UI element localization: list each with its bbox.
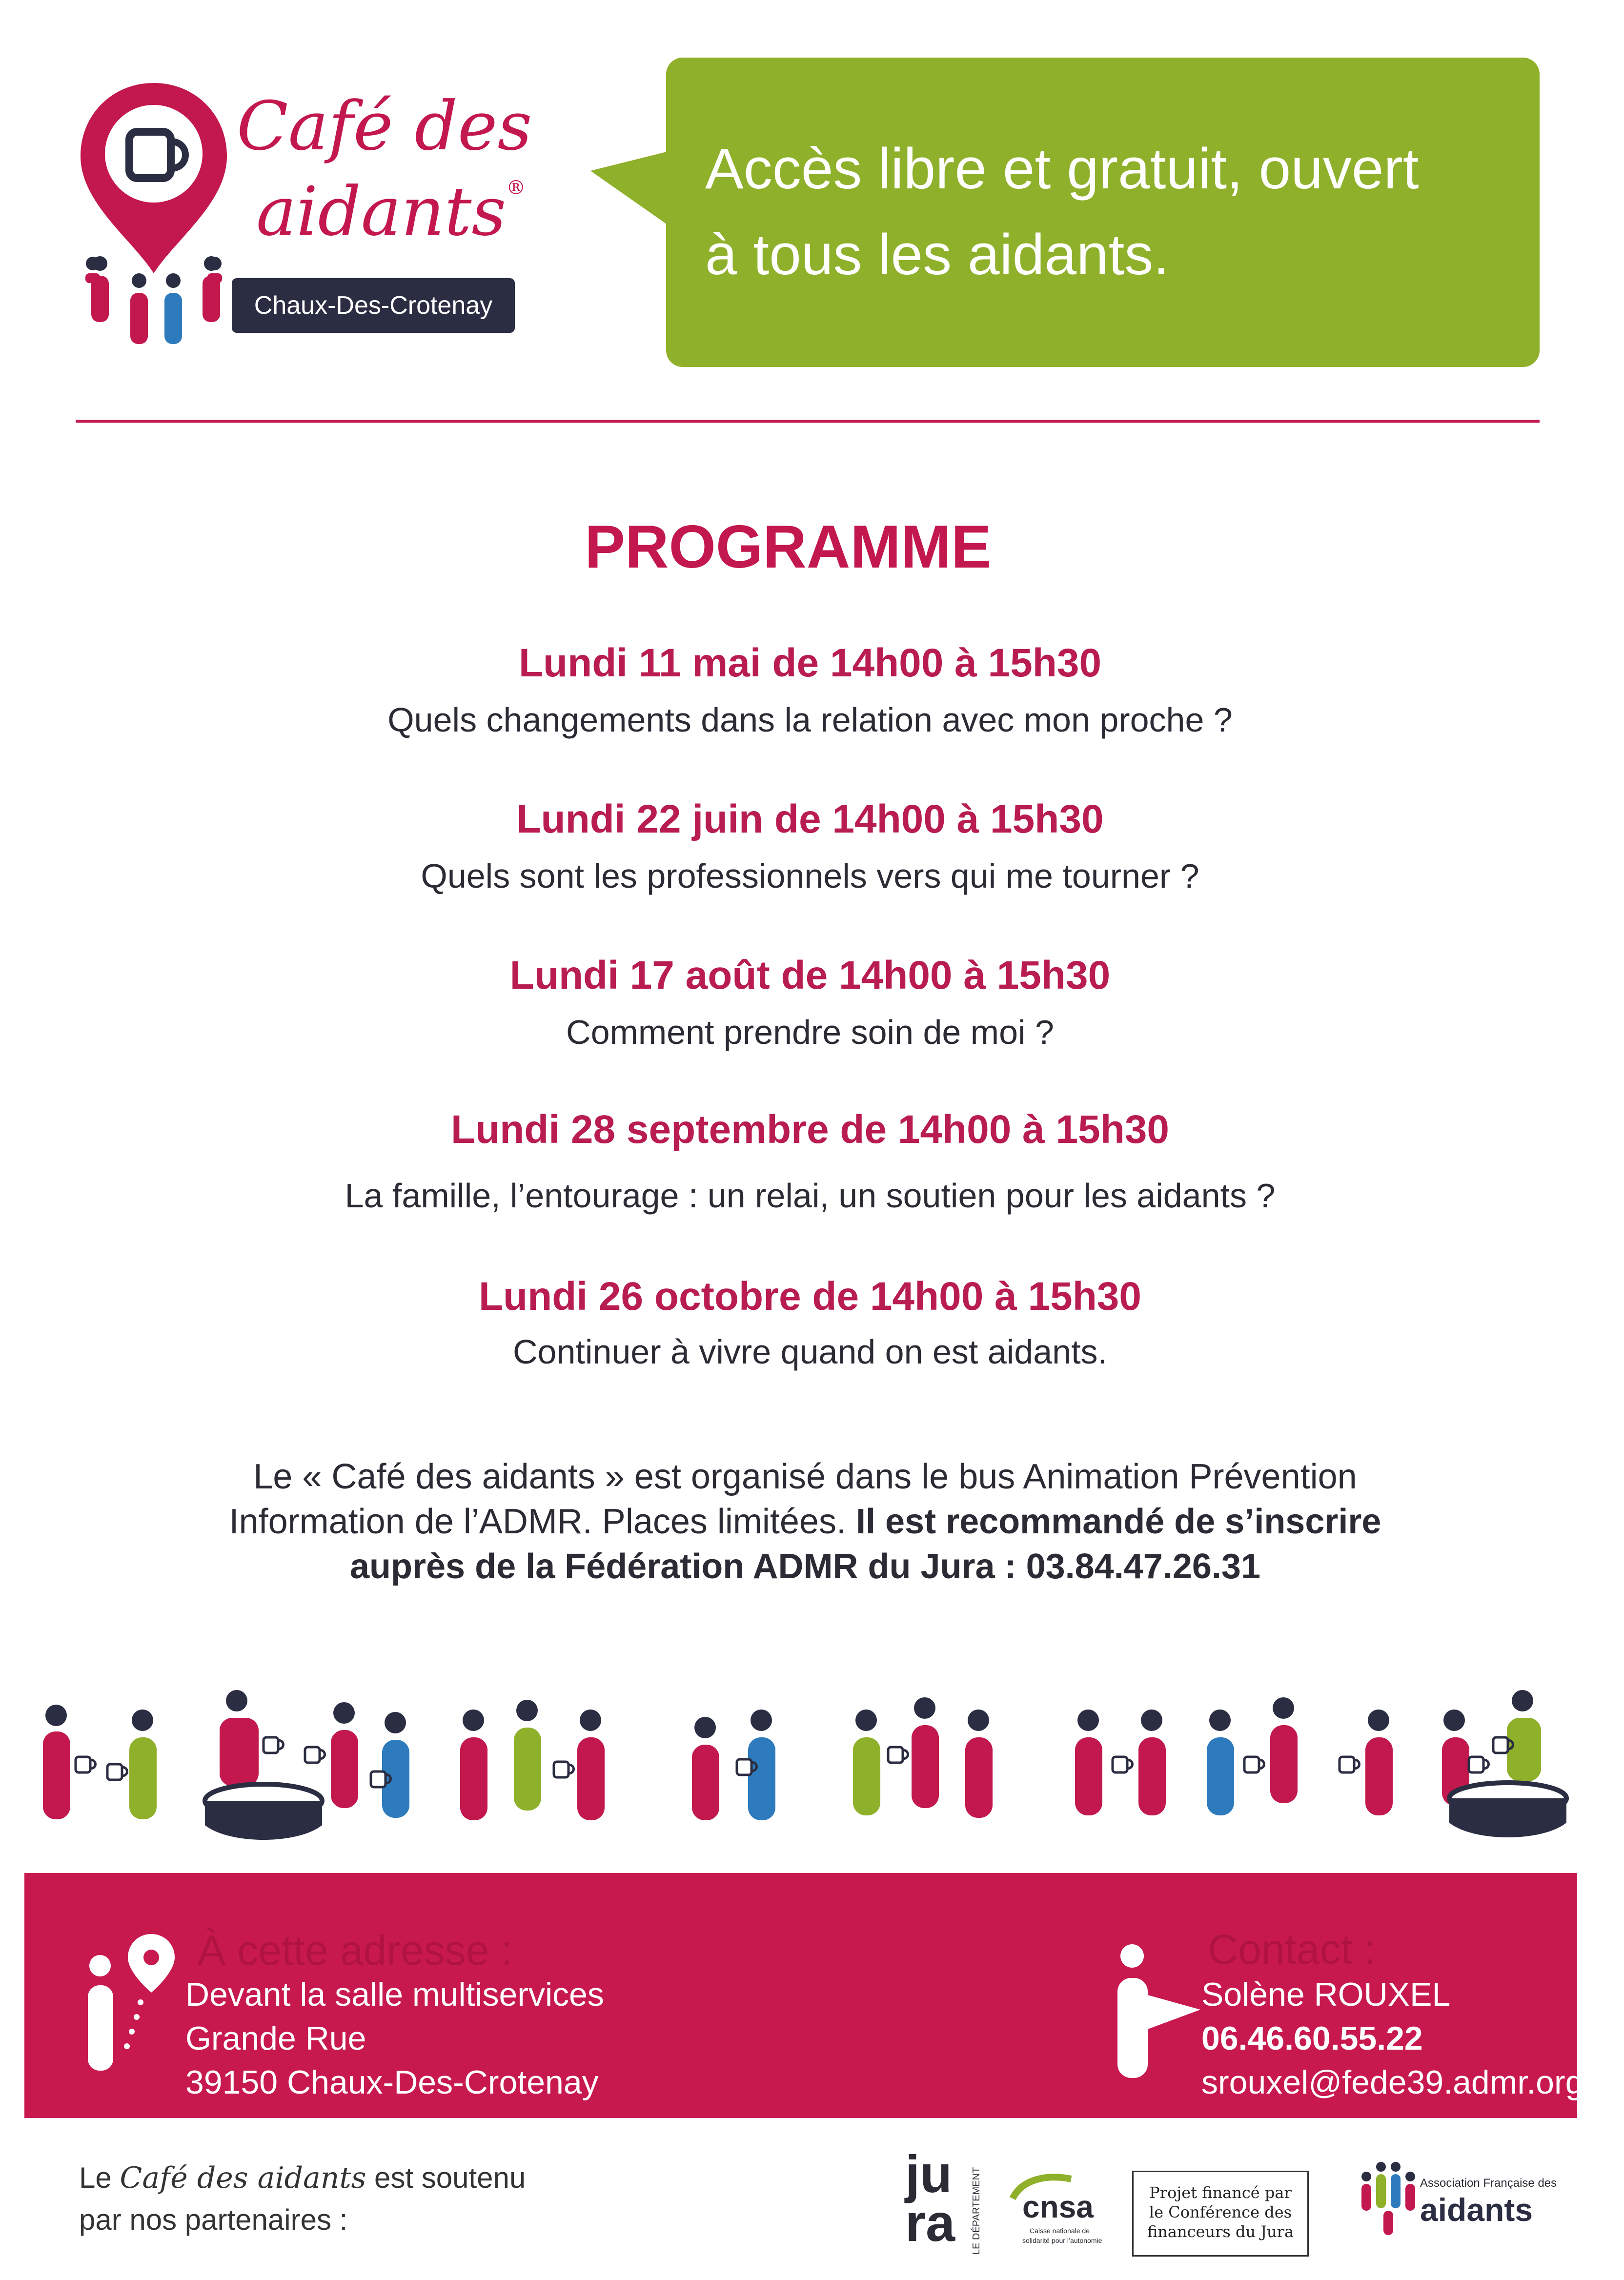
- brand-name-line2: aidants®: [256, 172, 526, 251]
- people-illustration: [34, 1679, 1591, 1854]
- event-2-topic: Quels sont les professionnels vers qui me tourner ?: [421, 857, 1199, 895]
- event-2-date: Lundi 22 juin de 14h00 à 15h30: [516, 797, 1104, 841]
- event-4-topic: La famille, l’entourage : un relai, un soutien pour les aidants ?: [345, 1177, 1276, 1215]
- jura-side-text: LE DÉPARTEMENT: [971, 2167, 982, 2255]
- afa-people-icon: [1357, 2162, 1420, 2240]
- cnsa-name: cnsa: [1022, 2189, 1094, 2224]
- event-4-date: Lundi 28 septembre de 14h00 à 15h30: [450, 1107, 1170, 1152]
- logo-people-icon: [85, 254, 232, 351]
- projet-line1: Projet financé par: [1149, 2183, 1292, 2202]
- registered-mark: ®: [506, 177, 526, 199]
- event-1-date: Lundi 11 mai de 14h00 à 15h30: [518, 641, 1102, 685]
- contact-email[interactable]: srouxel@fede39.admr.org: [1201, 2064, 1584, 2101]
- brand-name-line1: Café des: [237, 87, 532, 165]
- contact-title: Contact :: [1208, 1926, 1376, 1973]
- header-divider: [76, 420, 1540, 423]
- contact-name: Solène ROUXEL: [1201, 1976, 1451, 2013]
- cnsa-logo: [1003, 2169, 1120, 2252]
- jura-line2: ra: [905, 2193, 955, 2252]
- afa-top-text: Association Française des: [1420, 2177, 1557, 2190]
- jura-logo: [905, 2144, 988, 2262]
- access-text-line2: à tous les aidants.: [705, 223, 1170, 287]
- address-line3: 39150 Chaux-Des-Crotenay: [185, 2064, 599, 2101]
- support-line2: par nos partenaires :: [79, 2203, 348, 2236]
- registration-note: [0, 1454, 1610, 1589]
- event-5-date: Lundi 26 octobre de 14h00 à 15h30: [478, 1274, 1142, 1319]
- program-title: PROGRAMME: [585, 513, 992, 581]
- event-3-topic: Comment prendre soin de moi ?: [566, 1013, 1054, 1051]
- projet-line2: le Conférence des: [1149, 2203, 1292, 2221]
- note-line3: auprès de la Fédération ADMR du Jura : 03.84.47.26.31: [349, 1547, 1261, 1586]
- cnsa-sub1: Caisse nationale de: [1030, 2227, 1090, 2235]
- cnsa-sub2: solidarité pour l’autonomie: [1022, 2237, 1102, 2244]
- note-line2: Information de l’ADMR. Places limitées. Il est recommandé de s’inscrire: [229, 1502, 1381, 1541]
- afa-logo: [1357, 2157, 1562, 2245]
- projet-line3: financeurs du Jura: [1147, 2222, 1294, 2241]
- info-band: [24, 1873, 1584, 2118]
- support-text: [79, 2157, 526, 2241]
- access-bubble: [666, 58, 1540, 367]
- address-line1: Devant la salle multiservices: [185, 1976, 604, 2013]
- location-badge: Chaux-Des-Crotenay: [232, 278, 515, 333]
- projet-finance-box: [1132, 2171, 1309, 2257]
- support-line1: Le Café des aidants est soutenu: [79, 2161, 526, 2195]
- note-line2-bold: Il est recommandé de s’inscrire: [855, 1502, 1381, 1541]
- support-italic: Café des aidants: [120, 2161, 366, 2195]
- access-text-line1: Accès libre et gratuit, ouvert: [705, 137, 1419, 201]
- event-1-topic: Quels changements dans la relation avec mon proche ?: [387, 701, 1233, 739]
- coffee-pin-icon: [73, 78, 234, 283]
- cafe-des-aidants-logo: [73, 78, 532, 351]
- contact-phone[interactable]: 06.46.60.55.22: [1201, 2020, 1423, 2057]
- event-3-date: Lundi 17 août de 14h00 à 15h30: [509, 953, 1111, 998]
- location-person-icon: [83, 1929, 176, 2076]
- contact-person-icon: [1103, 1936, 1210, 2083]
- access-text: [705, 126, 1525, 298]
- jura-line1: ju: [905, 2144, 952, 2203]
- note-line1: Le « Café des aidants » est organisé dans le bus Animation Prévention: [253, 1457, 1357, 1496]
- event-5-topic: Continuer à vivre quand on est aidants.: [513, 1333, 1107, 1371]
- afa-main-text: aidants: [1420, 2192, 1533, 2228]
- address-line2: Grande Rue: [185, 2020, 366, 2057]
- address-title: À cette adresse :: [198, 1927, 513, 1974]
